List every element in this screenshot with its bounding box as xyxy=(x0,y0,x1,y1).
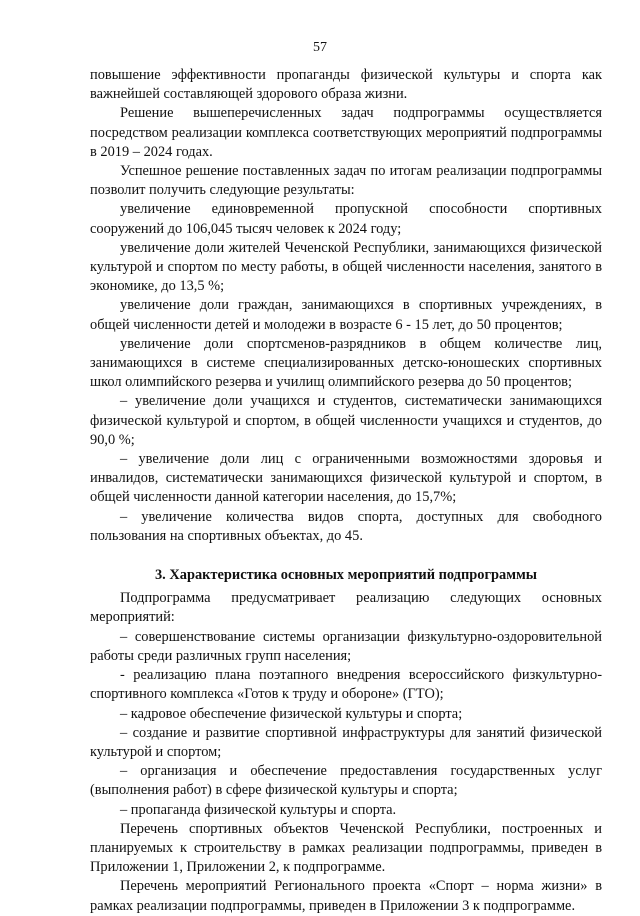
result-item-students: – увеличение доли учащихся и студентов, систематически занимающихся физической культурой и спортом, в общей численности учащихся и студентов, до 90,0 %; xyxy=(90,393,602,448)
paragraph-regional-project: Перечень мероприятий Регионального проекта «Спорт – норма жизни» в рамках реализации подпрограммы, приведен в Приложении 3 к подпрограмме. xyxy=(90,878,602,914)
measure-item-infrastructure: – создание и развитие спортивной инфраструктуры для занятий физической культурой и спортом; xyxy=(90,724,602,760)
document-body xyxy=(90,66,602,916)
result-item-youth-institutions: увеличение доли граждан, занимающихся в спортивных учреждениях, в общей численности детей и молодежи в возрасте 6 - 15 лет, до 50 процентов; xyxy=(90,297,602,333)
result-item-sport-types: – увеличение количества видов спорта, доступных для свободного пользования на спортивных объектах, до 45. xyxy=(90,508,602,544)
page-number: 57 xyxy=(313,40,327,55)
result-item-workplace-sport: увеличение доли жителей Чеченской Республики, занимающихся физической культурой и спортом по месту работы, в общей численности населения, занятого в экономике, до 13,5 %; xyxy=(90,239,602,295)
paragraph-solution: Решение вышеперечисленных задач подпрограммы осуществляется посредством реализации комплекса соответствующих мероприятий подпрограммы в 2019 – 2024 годах. xyxy=(90,105,602,160)
result-item-disabled: – увеличение доли лиц с ограниченными возможностями здоровья и инвалидов, систематически занимающихся физической культурой и спортом, в общей численности данной категории населения, до 15,7%; xyxy=(90,451,602,506)
paragraph-sport-facilities-list: Перечень спортивных объектов Чеченской Республики, построенных и планируемых к строительству в рамках реализации подпрограммы, приведен в Приложении 1, Приложении 2, к подпрограмме. xyxy=(90,820,602,876)
result-item-ranked-athletes: увеличение доли спортсменов-разрядников в общем количестве лиц, занимающихся в системе специализированных детско-юношеских спортивных школ олимпийского резерва и училищ олимпийского резерва до 50 процентов; xyxy=(90,335,602,391)
paragraph-measures-intro: Подпрограмма предусматривает реализацию следующих основных мероприятий: xyxy=(90,590,602,626)
result-item-capacity: увеличение единовременной пропускной способности спортивных сооружений до 106,045 тысяч человек к 2024 году; xyxy=(90,201,602,237)
measure-item-improvement: – совершенствование системы организации физкультурно-оздоровительной работы среди различных групп населения; xyxy=(90,628,602,664)
measure-item-propaganda: – пропаганда физической культуры и спорта. xyxy=(120,801,397,818)
paragraph-propaganda: повышение эффективности пропаганды физической культуры и спорта как важнейшей составляющей здорового образа жизни. xyxy=(90,67,602,103)
section-heading: 3. Характеристика основных мероприятий подпрограммы xyxy=(154,567,538,584)
measure-item-staffing: – кадровое обеспечение физической культуры и спорта; xyxy=(120,705,463,722)
measure-item-services: – организация и обеспечение предоставления государственных услуг (выполнения работ) в сфере физической культуры и спорта; xyxy=(90,763,602,799)
measure-item-gto: - реализацию плана поэтапного внедрения всероссийского физкультурно-спортивного комплекса «Готов к труду и обороне» (ГТО); xyxy=(90,667,602,703)
paragraph-results-intro: Успешное решение поставленных задач по итогам реализации подпрограммы позволит получить следующие результаты: xyxy=(90,163,602,199)
